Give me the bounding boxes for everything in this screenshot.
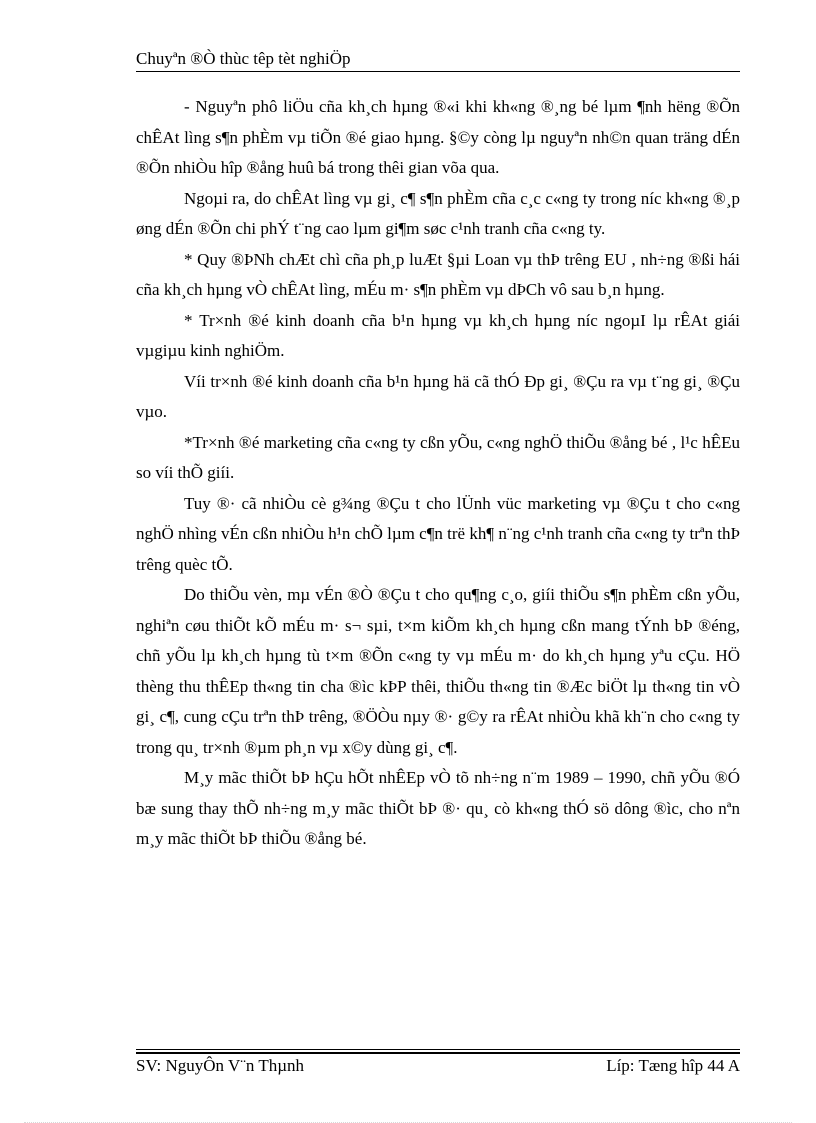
- paragraph: - Nguyªn phô liÖu cña kh¸ch hµng ®«i khi kh«ng ®¸ng bé lµm ¶nh hëng ®Õn chÊAt lìng s¶n phÈm vµ tiÕn ®é giao hµng. §©y còng lµ nguyªn nh©n quan träng dÉn ®Õn nhiÒu hîp ®ång huû bá trong thêi gian võa qua.: [136, 97, 740, 177]
- paragraph: Ngoµi ra, do chÊAt lìng vµ gi¸ c¶ s¶n phÈm cña c¸c c«ng ty trong níc kh«ng ®¸p øng dÉn ®Õn chi phÝ t¨ng cao lµm gi¶m søc c¹nh tranh cña c«ng ty.: [136, 188, 740, 238]
- paragraph: M¸y mãc thiÕt bÞ hÇu hÕt nhÊEp vÒ tõ nh÷ng n¨m 1989 – 1990, chñ yÕu ®Ó bæ sung thay thÕ nh÷ng m¸y mãc thiÕt bÞ ®· qu¸ cò kh«ng thÓ sö dông ®ìc, cho nªn m¸y mãc thiÕt bÞ thiÕu ®ång bé.: [136, 768, 740, 848]
- footer-student-name: SV: NguyÔn V¨n Thµnh: [136, 1056, 304, 1075]
- page-header-title: Chuyªn ®Ò thùc têp tèt nghiÖp: [136, 49, 351, 68]
- header-divider: [136, 71, 740, 72]
- footer-class-name: Líp: Tæng hîp 44 A: [606, 1056, 740, 1075]
- paragraph: Do thiÕu vèn, mµ vÉn ®Ò ®Çu t cho qu¶ng c¸o, giíi thiÕu s¶n phÈm cßn yÕu, nghiªn cøu thiÕt kÕ mÉu m· s¬ sµi, t×m kiÕm kh¸ch hµng cßn mang tÝnh bÞ ®éng, chñ yÕu lµ kh¸ch hµng tù t×m ®Õn c«ng ty vµ mÉu m· do kh¸ch hµng yªu cÇu. HÖ thèng thu thÊEp th«ng tin cha ®ìc kÞP thêi, thiÕu th«ng tin ®Æc biÖt lµ th«ng tin vÒ gi¸ c¶, cung cÇu trªn thÞ trêng, ®ÖÒu nµy ®· g©y ra rÊAt nhiÒu khã kh¨n cho c«ng ty trong qu¸ tr×nh ®µm ph¸n vµ x©y dùng gi¸ c¶.: [136, 585, 740, 757]
- paragraph: * Quy ®ÞNh chÆt chì cña ph¸p luÆt §µi Loan vµ thÞ trêng EU , nh÷ng ®ßi hái cña kh¸ch hµng vÒ chÊAt lìng, mÉu m· s¶n phÈm vµ dÞCh vô sau b¸n hµng.: [136, 249, 740, 299]
- footer-divider-thick: [136, 1052, 740, 1054]
- footer-divider-thin: [136, 1049, 740, 1050]
- paragraph: * Tr×nh ®é kinh doanh cña b¹n hµng vµ kh¸ch hµng níc ngoµI lµ rÊAt giái vµgiµu kinh nghiÖm.: [136, 310, 740, 360]
- paragraph: Tuy ®· cã nhiÒu cè g¾ng ®Çu t cho lÜnh vüc marketing vµ ®Çu t cho c«ng nghÖ nhìng vÉn cßn nhiÒu h¹n chÕ lµm c¶n trë kh¶ n¨ng c¹nh tranh cña c«ng ty trªn thÞ trêng quèc tÕ.: [136, 493, 740, 574]
- body-text: [136, 92, 740, 855]
- paragraph: *Tr×nh ®é marketing cña c«ng ty cßn yÕu, c«ng nghÖ thiÕu ®ång bé , l¹c hÊEu so víi thÕ giíi.: [136, 432, 740, 482]
- paragraph: Víi tr×nh ®é kinh doanh cña b¹n hµng hä cã thÓ Ðp gi¸ ®Çu ra vµ t¨ng gi¸ ®Çu vµo.: [136, 371, 740, 421]
- page-footer: [136, 1055, 740, 1077]
